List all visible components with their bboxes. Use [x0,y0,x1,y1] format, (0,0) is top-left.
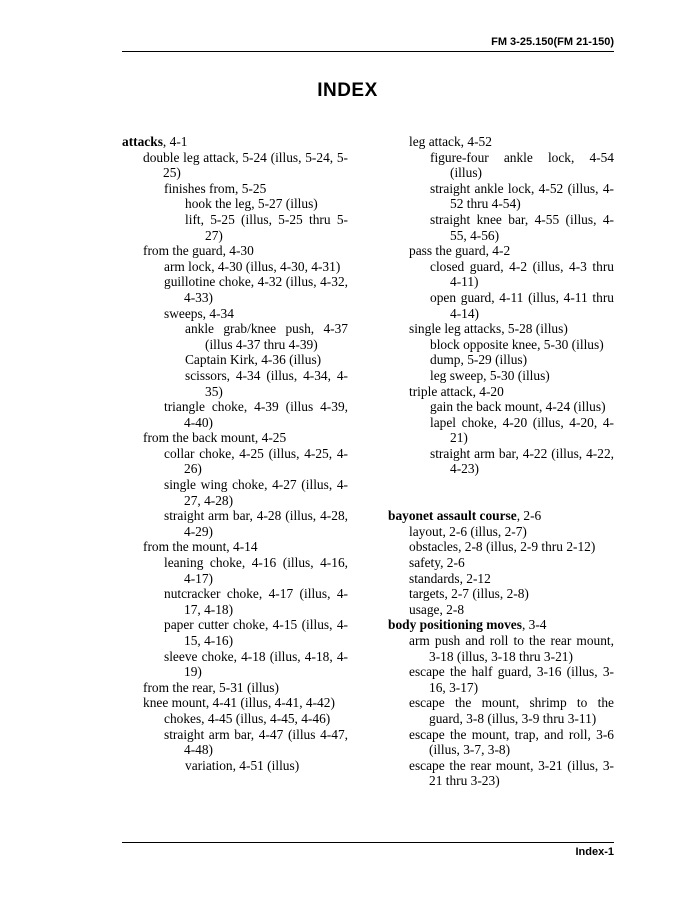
index-subentry: standards, 2-12 [409,570,491,586]
index-subentry: chokes, 4-45 (illus, 4-45, 4-46) [164,710,331,726]
page-title: INDEX [317,80,378,101]
index-subentry: straight arm bar, 4-28 (illus, 4-28, 4-29) [164,508,348,539]
index-subentry: pass the guard, 4-2 [409,243,511,259]
index-subentry: escape the rear mount, 3-21 (illus, 3-21 thru 3-23) [409,757,614,789]
index-subentry: Captain Kirk, 4-36 (illus) [185,352,322,368]
index-subentry: straight ankle lock, 4-52 (illus, 4-52 thru 4-54) [430,180,614,212]
entry-spacer [388,477,614,493]
index-term: bayonet assault course [388,508,517,524]
index-subentry: arm push and roll to the rear mount, 3-18 (illus, 3-18 thru 3-21) [409,633,614,664]
index-subentry: figure-four ankle lock, 4-54 (illus) [430,149,614,181]
index-subentry: lift, 5-25 (illus, 5-25 thru 5-27) [185,211,348,243]
index-subentry: nutcracker choke, 4-17 (illus, 4-17, 4-18) [164,586,348,617]
header-rule [122,51,614,52]
index-subentry: from the back mount, 4-25 [143,430,287,446]
index-subentry: ankle grab/knee push, 4-37 (illus 4-37 thru 4-39) [185,321,348,352]
index-subentry: targets, 2-7 (illus, 2-8) [409,586,529,602]
index-subentry: sweeps, 4-34 [164,305,234,321]
index-subentry: leg sweep, 5-30 (illus) [430,367,550,383]
index-subentry: gain the back mount, 4-24 (illus) [430,399,606,415]
index-subentry: closed guard, 4-2 (illus, 4-3 thru 4-11) [430,258,614,290]
index-subentry: safety, 2-6 [409,555,465,571]
index-subentry: from the mount, 4-14 [143,539,258,555]
index-main-entry [388,508,614,524]
index-column-right [388,134,614,789]
index-subentry: obstacles, 2-8 (illus, 2-9 thru 2-12) [409,539,596,555]
index-main-entry [388,617,614,633]
index-subentry: hook the leg, 5-27 (illus) [185,196,318,212]
index-subentry: from the rear, 5-31 (illus) [143,679,279,695]
index-term: attacks [122,134,163,149]
index-subentry: single wing choke, 4-27 (illus, 4-27, 4-28) [164,477,348,508]
index-term: body positioning moves [388,617,522,633]
index-subentry: knee mount, 4-41 (illus, 4-41, 4-42) [143,695,335,711]
entry-spacer [388,493,614,509]
index-subentry: escape the half guard, 3-16 (illus, 3-16, 3-17) [409,664,614,695]
index-subentry: from the guard, 4-30 [143,243,254,259]
page-number-footer: Index-1 [575,846,614,858]
index-subentry: collar choke, 4-25 (illus, 4-25, 4-26) [164,445,348,477]
index-main-entry [122,134,348,150]
index-subentry: straight knee bar, 4-55 (illus, 4-55, 4-56) [430,211,614,243]
index-subentry: leg attack, 4-52 [409,134,492,149]
index-subentry: guillotine choke, 4-32 (illus, 4-32, 4-33) [164,274,348,305]
index-subentry: straight arm bar, 4-22 (illus, 4-22, 4-23) [430,445,614,477]
index-subentry: finishes from, 5-25 [164,180,267,196]
index-subentry: leaning choke, 4-16 (illus, 4-16, 4-17) [164,555,348,586]
index-subentry: scissors, 4-34 (illus, 4-34, 4-35) [185,367,348,399]
index-subentry: sleeve choke, 4-18 (illus, 4-18, 4-19) [164,648,348,680]
index-subentry: usage, 2-8 [409,601,465,617]
index-subentry: triple attack, 4-20 [409,383,504,399]
index-column-left [122,134,348,773]
index-subentry: escape the mount, trap, and roll, 3-6 (illus, 3-7, 3-8) [409,726,614,758]
index-subentry: layout, 2-6 (illus, 2-7) [409,523,527,539]
index-subentry: dump, 5-29 (illus) [430,352,528,368]
index-subentry: lapel choke, 4-20 (illus, 4-20, 4-21) [430,414,614,446]
index-subentry: variation, 4-51 (illus) [185,757,300,773]
index-subentry: block opposite knee, 5-30 (illus) [430,336,604,352]
index-subentry: open guard, 4-11 (illus, 4-11 thru 4-14) [430,289,614,321]
index-subentry: straight arm bar, 4-47 (illus 4-47, 4-48) [164,726,348,758]
index-page-refs: , 4-1 [162,134,188,149]
index-page-refs: , 3-4 [521,617,547,633]
index-subentry: triangle choke, 4-39 (illus 4-39, 4-40) [164,399,348,430]
index-page-refs: , 2-6 [516,508,542,524]
footer-rule [122,842,614,843]
index-subentry: paper cutter choke, 4-15 (illus, 4-15, 4-16) [164,617,348,648]
index-subentry: arm lock, 4-30 (illus, 4-30, 4-31) [164,258,341,274]
doc-id-header: FM 3-25.150(FM 21-150) [491,36,614,48]
index-subentry: escape the mount, shrimp to the guard, 3-8 (illus, 3-9 thru 3-11) [409,695,614,726]
index-subentry: double leg attack, 5-24 (illus, 5-24, 5-25) [143,149,348,181]
index-subentry: single leg attacks, 5-28 (illus) [409,321,568,337]
